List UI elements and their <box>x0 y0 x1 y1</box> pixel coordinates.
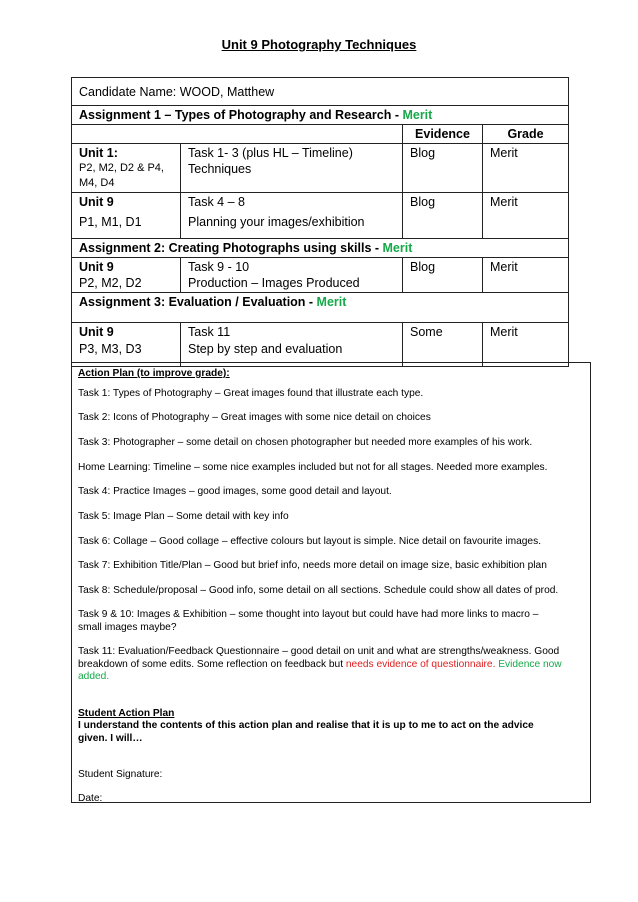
assessment-table <box>71 77 569 367</box>
student-statement-cont: given. I will… <box>78 733 143 744</box>
feedback-added-cont: added. <box>78 671 110 682</box>
feedback-added: Evidence now <box>495 659 562 670</box>
page-title: Unit 9 Photography Techniques <box>221 37 417 52</box>
table-row: Unit 9 P3, M3, D3 Task 11 Step by step and evaluation Some Merit <box>72 323 569 367</box>
table-row: Unit 9 P2, M2, D2 Task 9 - 10 Production – Images Produced Blog Merit <box>72 258 569 293</box>
list-item: small images maybe? <box>78 622 177 633</box>
list-item: Task 3: Photographer – some detail on chosen photographer but needed more examples of his work. <box>78 437 533 448</box>
feedback-missing: needs evidence of questionnaire. <box>345 659 496 670</box>
assignment-2-grade: Merit <box>382 241 413 255</box>
list-item: Task 5: Image Plan – Some detail with key info <box>78 511 289 522</box>
list-item: Task 11: Evaluation/Feedback Questionnaire – good detail on unit and what are strengths/weakness. Good <box>78 646 560 657</box>
date-label: Date: <box>78 793 103 804</box>
action-plan-box <box>71 362 591 803</box>
student-signature-label: Student Signature: <box>78 769 163 780</box>
assignment-1-grade: Merit <box>402 108 433 122</box>
list-item: Task 9 & 10: Images & Exhibition – some thought into layout but could have had more links to macro – <box>78 609 539 620</box>
list-item: breakdown of some edits. Some reflection on feedback but needs evidence of questionnaire. Evidence now <box>78 659 562 670</box>
list-item: Task 1: Types of Photography – Great images found that illustrate each type. <box>78 388 424 399</box>
assignment-3-heading: Assignment 3: Evaluation / Evaluation - Merit <box>72 293 569 323</box>
list-item: Task 2: Icons of Photography – Great images with some nice detail on choices <box>78 412 431 423</box>
assignment-1-heading: Assignment 1 – Types of Photography and Research - Merit <box>72 106 569 125</box>
assignment-2-heading: Assignment 2: Creating Photographs using skills - Merit <box>72 239 569 258</box>
list-item: Task 7: Exhibition Title/Plan – Good but brief info, needs more detail on image size, basic exhibition plan <box>78 560 547 571</box>
evidence-header: Evidence <box>403 125 483 144</box>
assignment-3-grade: Merit <box>316 295 347 309</box>
candidate-name: Candidate Name: WOOD, Matthew <box>72 78 569 106</box>
list-item: Task 8: Schedule/proposal – Good info, some detail on all sections. Schedule could show all dates of prod. <box>78 585 559 596</box>
table-row: Unit 9 P1, M1, D1 Task 4 – 8 Planning your images/exhibition Blog Merit <box>72 193 569 239</box>
list-item: Task 6: Collage – Good collage – effective colours but layout is simple. Nice detail on favourite images. <box>78 536 542 547</box>
list-item: Task 4: Practice Images – good images, some good detail and layout. <box>78 486 392 497</box>
grade-header: Grade <box>483 125 569 144</box>
student-statement: I understand the contents of this action plan and realise that it is up to me to act on the advice <box>78 720 534 731</box>
action-plan-heading: Action Plan (to improve grade): <box>78 368 230 379</box>
list-item: Home Learning: Timeline – some nice examples included but not for all stages. Needed more examples. <box>78 462 548 473</box>
table-row: Unit 1: P2, M2, D2 & P4, M4, D4 Task 1- 3 (plus HL – Timeline) Techniques Blog Merit <box>72 144 569 193</box>
student-plan-heading: Student Action Plan <box>78 708 175 719</box>
